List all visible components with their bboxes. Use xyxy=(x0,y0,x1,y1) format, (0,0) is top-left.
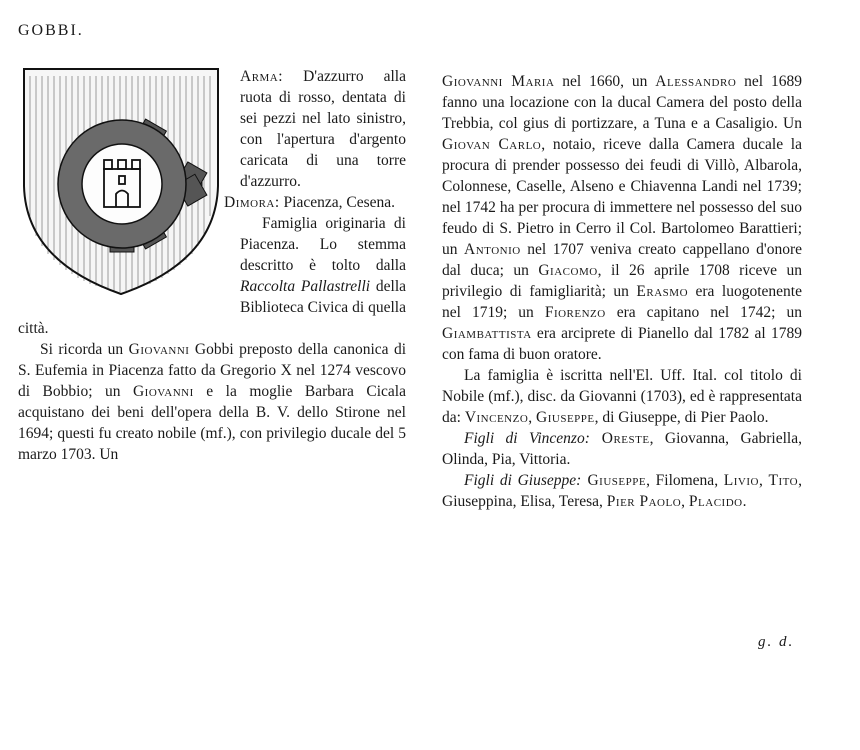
text-segment: , xyxy=(681,493,689,510)
famiglia-end: della Biblioteca Civica di quella città. xyxy=(18,278,407,337)
text-segment: La famiglia è iscritta nell'El. Uff. Ital. col titolo di Nobile (mf.), disc. da Giovanni (1703), ed è rappresentata da: xyxy=(442,367,802,426)
name-oreste: Oreste xyxy=(589,430,650,447)
dimora-text: Piacenza, Cesena. xyxy=(279,194,396,211)
text-segment: , di Giuseppe, di Pier Paolo. xyxy=(594,409,769,426)
left-column xyxy=(18,66,406,465)
history-text-a: Si ricorda un xyxy=(40,341,129,358)
name-pier-paolo: Pier Paolo xyxy=(606,493,682,510)
name-giovanni: Giovanni xyxy=(132,383,194,400)
text-segment: , xyxy=(528,409,537,426)
text-segment: . xyxy=(742,493,747,510)
name-antonio: Antonio xyxy=(464,241,521,258)
history-text-b: Gobbi preposto della canonica di S. Eufemia in Piacenza fatto da Gregorio X nel 1274 vescovo di Bobbio; un xyxy=(18,341,406,400)
dimora-label: Dimora: xyxy=(224,194,280,211)
registry-paragraph xyxy=(442,365,802,428)
text-segment: era arciprete di Pianello dal 1782 al 1789 con fama di buon oratore. xyxy=(442,325,802,363)
name-alessandro: Alessandro xyxy=(655,73,737,90)
figli-vincenzo-label: Figli di Vincenzo: xyxy=(464,430,590,447)
page-header: GOBBI. xyxy=(18,22,84,39)
name-giovan-carlo: Giovan Carlo xyxy=(442,136,542,153)
right-column xyxy=(442,71,802,512)
coat-of-arms xyxy=(18,66,230,298)
name-giovanni-maria: Giovanni Maria xyxy=(442,73,555,90)
text-segment: era capitano nel 1742; un xyxy=(605,304,803,321)
name-placido: Placido xyxy=(688,493,743,510)
name-livio: Livio xyxy=(723,472,759,489)
text-segment: , Giuseppina, Elisa, Teresa, xyxy=(442,472,803,510)
raccolta-title: Raccolta Pallastrelli xyxy=(240,278,371,295)
text-segment: , Filomena, xyxy=(646,472,724,489)
name-erasmo: Erasmo xyxy=(636,283,689,300)
famiglia-text: Famiglia originaria di Piacenza. Lo stemma descritto è tolto dalla xyxy=(240,215,406,274)
figli-vincenzo-paragraph xyxy=(442,428,802,470)
name-giambattista: Giambattista xyxy=(442,325,532,342)
name-giuseppe: Giuseppe xyxy=(536,409,595,426)
name-giacomo: Giacomo xyxy=(538,262,598,279)
arma-text: D'azzurro alla ruota di rosso, dentata di sei pezzi nel lato sinistro, con l'apertura d'argento caricata di una torre d'azzurro. xyxy=(240,68,406,190)
text-segment: era luogotenente nel 1719; un xyxy=(442,283,802,321)
text-segment: , Giovanna, Gabriella, Olinda, Pia, Vittoria. xyxy=(442,430,802,468)
text-segment: nel 1707 veniva creato cappellano d'onore dal duca; un xyxy=(442,241,803,279)
text-segment: , il 26 aprile 1708 riceve un privilegio di famigliarità; un xyxy=(442,262,802,300)
arma-label: Arma: xyxy=(240,68,284,85)
figli-giuseppe-paragraph xyxy=(442,470,802,512)
history-paragraph xyxy=(18,339,406,465)
name-giuseppe: Giuseppe xyxy=(581,472,647,489)
figli-giuseppe-label: Figli di Giuseppe: xyxy=(464,472,582,489)
text-segment: , xyxy=(758,472,769,489)
continuation-paragraph xyxy=(442,71,802,365)
coat-of-arms-icon xyxy=(18,66,224,298)
text-segment: , notaio, riceve dalla Camera ducale la procura di prender possesso dei feudi di Villò, Albarola, Colonnese, Caselle, Alseno e Chiavenna Landi nel 1739; nel 1742 ha per procura di immettere nel possesso del suo feudo di S. Pietro in Cerro il Col. Bartolomeo Barattieri; un xyxy=(442,136,802,258)
name-fiorenzo: Fiorenzo xyxy=(544,304,606,321)
text-segment: nel 1660, un xyxy=(554,73,656,90)
name-tito: Tito xyxy=(768,472,799,489)
history-text-c: e la moglie Barbara Cicala acquistano dei beni dell'opera della B. V. dello Stirone nel 1694; questi fu creato nobile (mf.), con privilegio ducale del 5 marzo 1703. Un xyxy=(18,383,406,463)
name-giovanni: Giovanni xyxy=(128,341,190,358)
text-segment: nel 1689 fanno una locazione con la ducal Camera del posto della Trebbia, col gius di portizzare, a Tuna e a Casaligio. Un xyxy=(442,73,803,132)
name-vincenzo: Vincenzo xyxy=(464,409,529,426)
author-signature: g. d. xyxy=(758,634,795,650)
